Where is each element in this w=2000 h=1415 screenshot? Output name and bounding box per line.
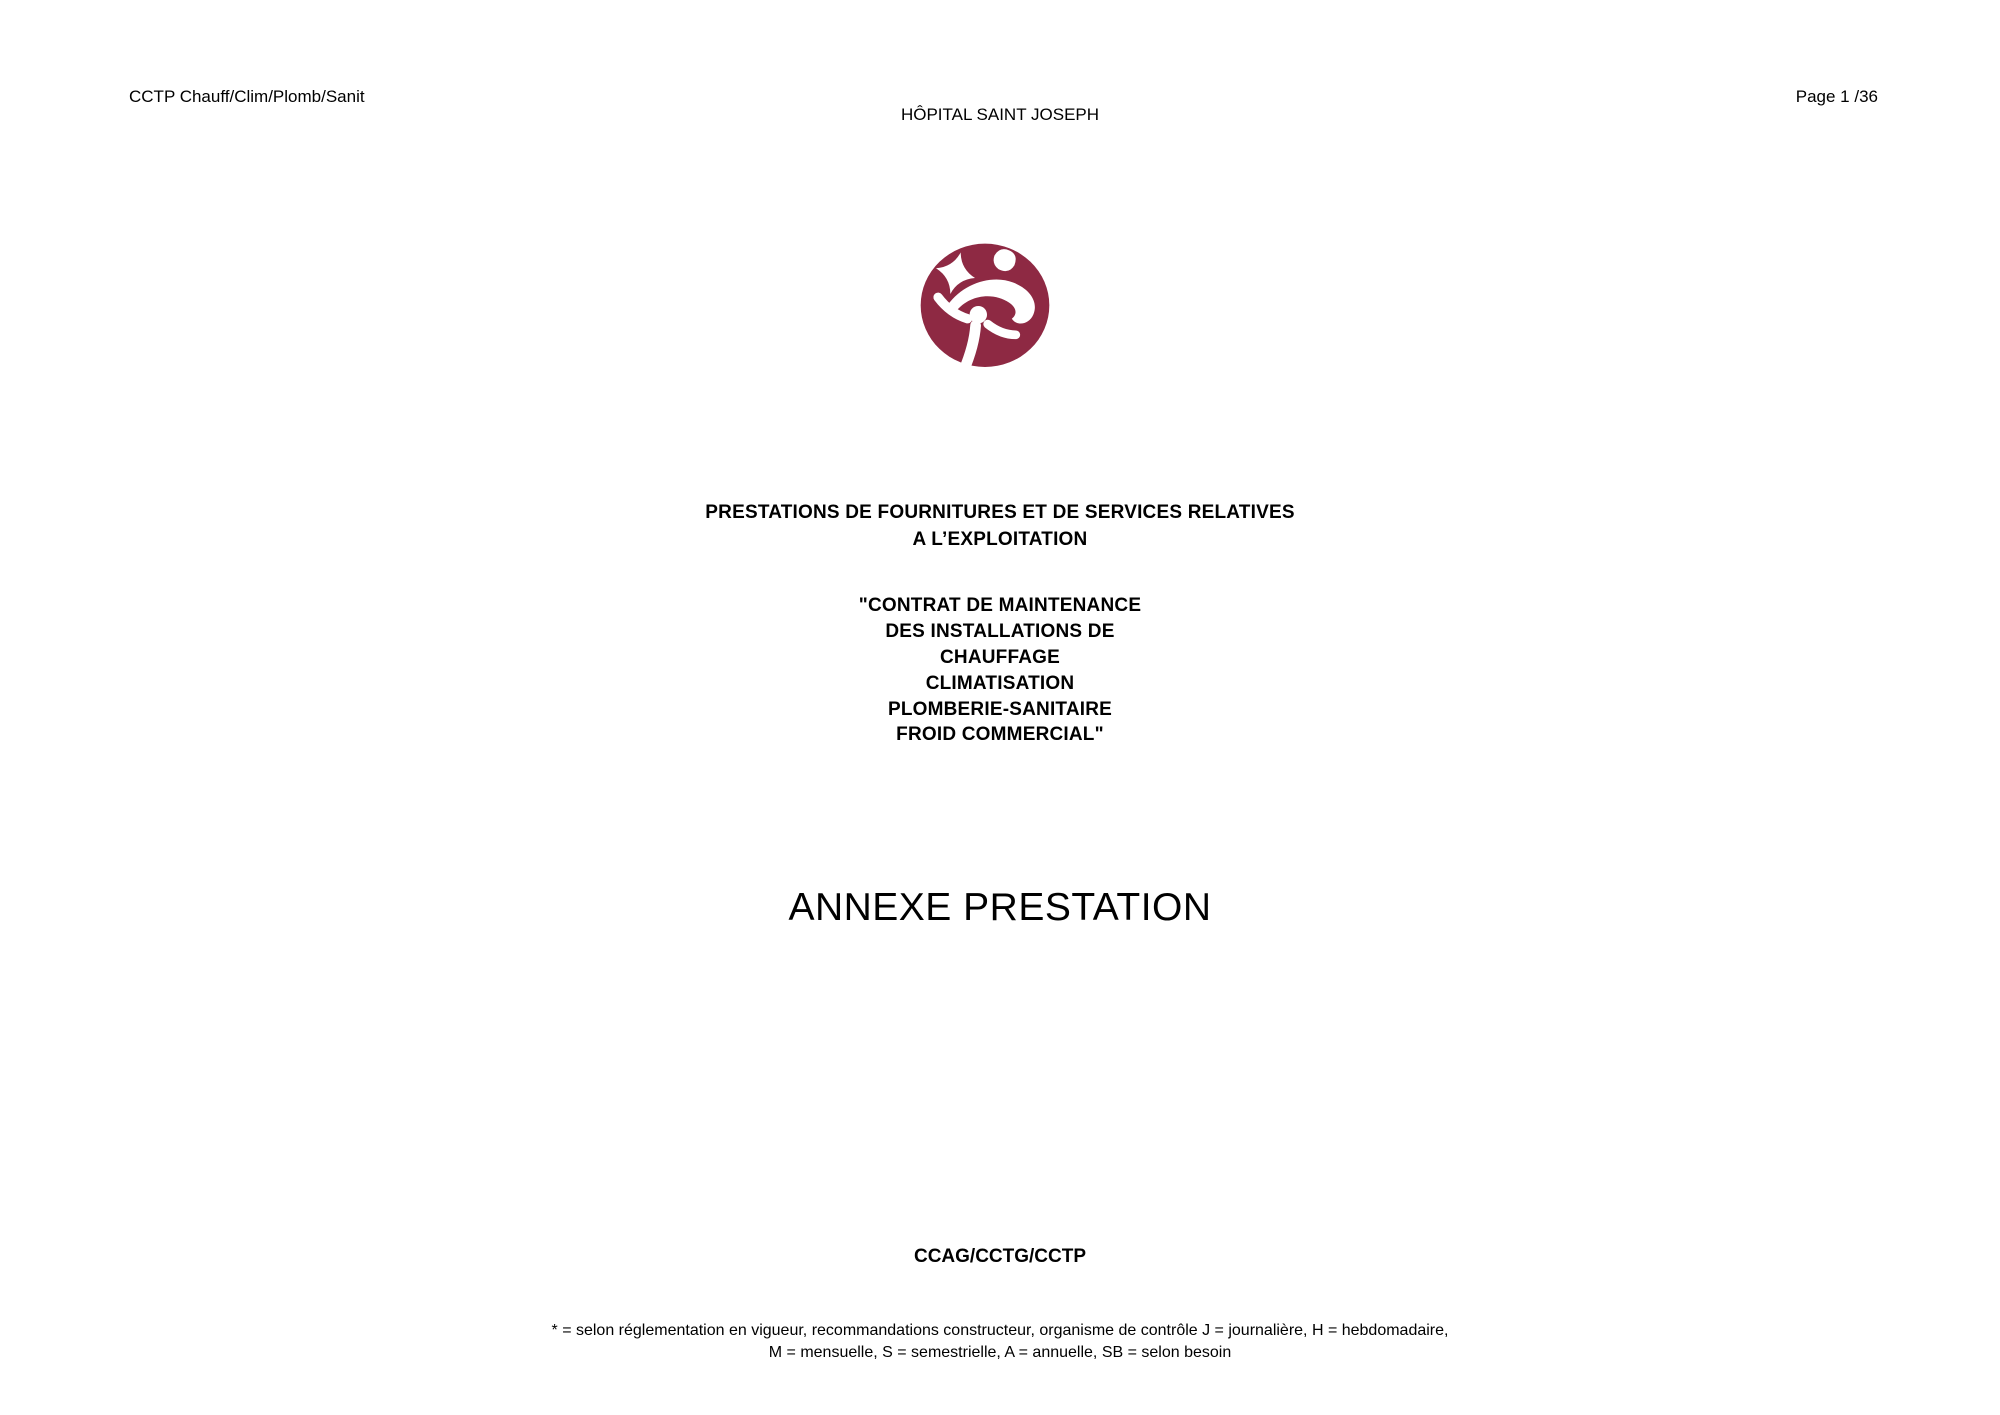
hospital-logo xyxy=(918,241,1052,375)
contract-title-line-5: PLOMBERIE-SANITAIRE xyxy=(887,699,1113,720)
contract-title-line-4: CLIMATISATION xyxy=(925,673,1075,694)
contract-title-line-2: DES INSTALLATIONS DE xyxy=(885,621,1115,642)
footnote-line-2: M = mensuelle, S = semestrielle, A = annuelle, SB = selon besoin xyxy=(768,1344,1232,1361)
contract-title-line-3: CHAUFFAGE xyxy=(939,647,1061,668)
contract-title xyxy=(0,593,2000,746)
document-title xyxy=(0,499,2000,553)
contract-title-line-1: "CONTRAT DE MAINTENANCE xyxy=(858,595,1142,616)
contract-title-line-6: FROID COMMERCIAL" xyxy=(896,724,1104,745)
footnote xyxy=(0,1320,2000,1364)
footnote-line-1: * = selon réglementation en vigueur, recommandations constructeur, organisme de contrôle J = journalière, H = hebdomadaire, xyxy=(551,1322,1449,1339)
document-title-line-2: A L’EXPLOITATION xyxy=(912,529,1088,550)
hospital-logo-icon xyxy=(918,241,1052,375)
document-title-line-1: PRESTATIONS DE FOURNITURES ET DE SERVICES RELATIVES xyxy=(705,502,1295,523)
reference-codes: CCAG/CCTG/CCTP xyxy=(913,1246,1087,1267)
annex-title: ANNEXE PRESTATION xyxy=(788,886,1212,929)
header-page-number: Page 1 /36 xyxy=(1795,87,1878,106)
header-doc-reference: CCTP Chauff/Clim/Plomb/Sanit xyxy=(129,87,365,106)
header-hospital-name: HÔPITAL SAINT JOSEPH xyxy=(900,105,1100,124)
